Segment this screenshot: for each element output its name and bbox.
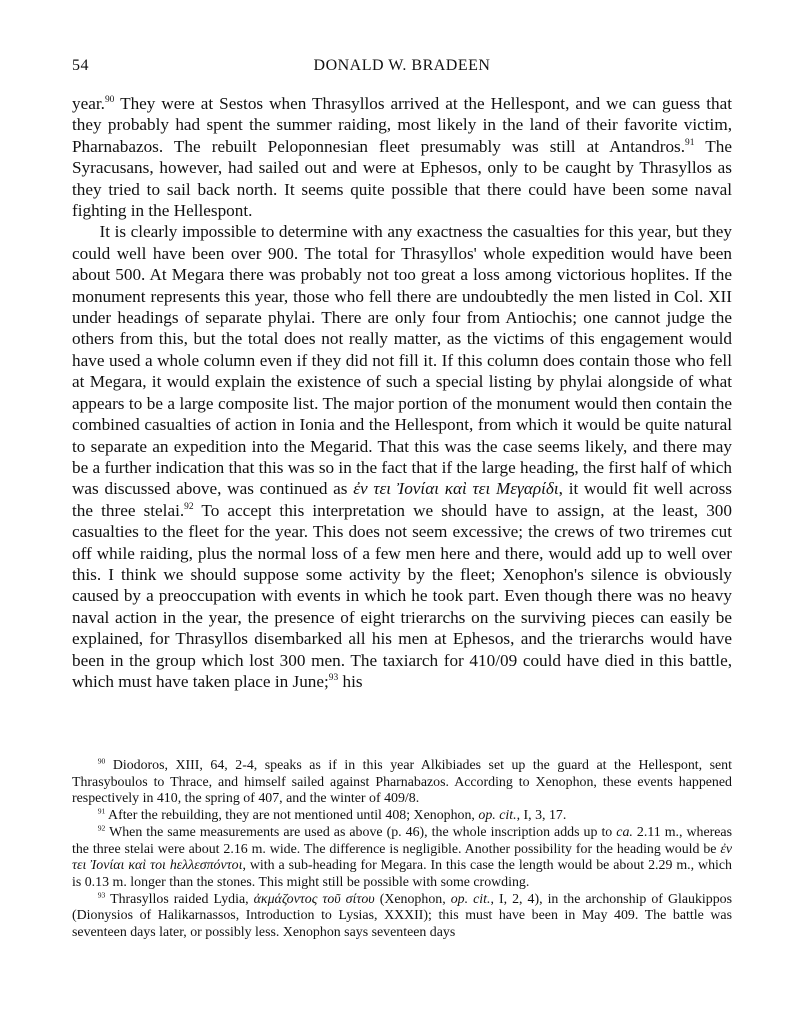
footnote-marker: 92: [97, 823, 106, 833]
footnote-92: [72, 825, 732, 892]
text-run: To accept this interpretation we should have to assign, at the least, 300 casualties to the fleet for the year. This does not seem excessive; the crews of two triremes cut off while raiding, plus the normal loss of a few men here and there, would add up to well over this. I think we should suppose some activity by the fleet; Xenophon's silence is obviously caused by a preoccupation with events in which he took part. Even though there was no heavy naval action in the year, the presence of eight trierarchs on the surviving pieces can easily be explained, for Thrasyllos disembarked all his men at Ephesos, and the trierarchs would have been in the group which lost 300 men. The taxiarch for 410/09 could have died in this battle, which must have taken place in June;: [72, 500, 732, 691]
footnote-text: Thrasyllos raided Lydia,: [105, 891, 254, 907]
footnote-ref-93: 93: [328, 672, 339, 683]
greek-phrase: ἐν τει Ἰονίαι καὶ τει Μεγαρίδι: [353, 479, 559, 499]
citation-abbrev: op. cit.: [478, 808, 517, 824]
footnote-90: [72, 758, 732, 808]
footnote-ref-90: 90: [104, 94, 115, 105]
text-run: , it would fit well across the three stelai.: [72, 479, 732, 520]
footnote-91: [72, 808, 732, 825]
footnote-ref-92: 92: [184, 501, 194, 512]
text-run: his: [338, 671, 363, 691]
footnote-ref-91: 91: [685, 137, 695, 148]
text-run: The Syracusans, however, had sailed out and were at Ephesos, only to be caught by Thrasyllos as they tried to sail back north. It seems quite possible that there could have been some naval fighting in the Hellespont.: [72, 136, 732, 221]
footnote-marker: 91: [97, 806, 106, 816]
text-run: year.: [72, 94, 105, 113]
footnote-text: 2.11 m., whereas the three stelai were about 2.16 m. wide. The difference is negligible. Another possibility for the heading would be: [72, 824, 732, 857]
greek-phrase: ἀκμάζοντος τοῦ σίτου: [253, 891, 375, 907]
footnote-text: When the same measurements are used as above (p. 46), the whole inscription adds up to: [105, 824, 617, 840]
page-header: [72, 57, 732, 79]
running-head: DONALD W. BRADEEN: [313, 57, 491, 74]
footnote-text: , I, 2, 4), in the archonship of Glaukippos (Dionysios of Halikarnassos, Introduction to Lysias, XXXII); this must have been in May 409. The battle was seventeen days later, or possibly less. Xenophon says seventeen days: [72, 891, 732, 941]
footnote-93: [72, 889, 732, 942]
text-run: They were at Sestos when Thrasyllos arrived at the Hellespont, and we can guess that they probably had spent the summer raiding, most likely in the land of their favorite victim, Pharnabazos. The rebuilt Peloponnesian fleet presumably was still at Antandros.: [72, 94, 732, 156]
citation-abbrev: ca.: [616, 824, 633, 840]
greek-phrase: ἐν τει Ἰονίαι καὶ τοι hελλεσπόντοι: [72, 841, 732, 874]
paragraph-2: [72, 221, 732, 692]
citation-abbrev: op. cit.: [450, 891, 491, 907]
page-number: 54: [72, 57, 89, 74]
footnotes: [72, 758, 732, 942]
footnote-text: , I, 3, 17.: [516, 808, 567, 824]
body-text: [72, 93, 732, 692]
footnote-text: (Xenophon,: [374, 891, 451, 907]
footnote-text: , with a sub-heading for Megara. In this case the length would be about 2.29 m., which is 0.13 m. longer than the stones. This might still be possible with some crowding.: [72, 858, 733, 890]
text-run: It is clearly impossible to determine with any exactness the casualties for this year, but they could well have been over 900. The total for Thrasyllos' whole expedition would have been about 500. At Megara there was probably not too great a loss among victorious hoplites. If the monument represents this year, those who fell there are undoubtedly the men listed in Col. XII under headings of separate phylai. There are only four from Antiochis; one cannot judge the others from this, but the total does not really matter, as the victims of this engagement would have used a whole column even if they did not fill it. If this column does contain those who fell at Megara, it would explain the existence of such a special listing by phylai alongside of what appears to be a large composite list. The major portion of the monument would then contain the combined casualties of action in Ionia and the Hellespont, from which it would be quite natural to separate an expedition into the Megarid. That this was the case seems likely, and there may be a further indication that this was so in the fact that if the large heading, the first half of which was discussed above, was continued as: [72, 222, 732, 499]
footnote-text: After the rebuilding, they are not mentioned until 408; Xenophon,: [105, 808, 479, 824]
footnote-marker: 90: [97, 756, 106, 766]
paragraph-1: [72, 93, 732, 221]
footnote-marker: 93: [97, 889, 106, 899]
footnote-text: Diodoros, XIII, 64, 2-4, speaks as if in this year Alkibiades set up the guard at the Hellespont, sent Thrasyboulos to Thrace, and himself sailed against Pharnabazos. According to Xenophon, these events happened respectively in 410, the spring of 407, and the winter of 409/8.: [72, 758, 732, 807]
